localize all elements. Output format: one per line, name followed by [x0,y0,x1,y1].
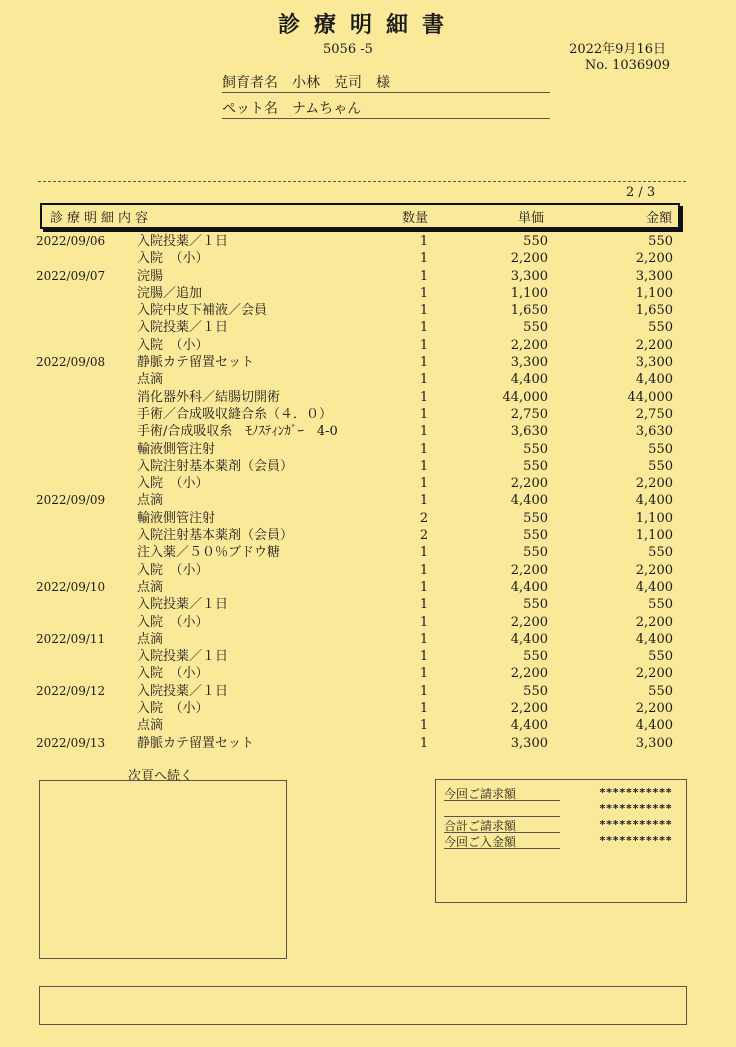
table-row [0,683,736,700]
pet-value: ナムちゃん [292,101,362,117]
row-unit-price: 2,200 [510,614,548,630]
row-quantity: 1 [419,285,429,301]
memo-box [39,780,287,959]
row-amount: 4,400 [635,372,673,388]
row-description: 輸液側管注射 [137,510,216,526]
row-amount: 550 [648,458,673,474]
row-unit-price: 2,200 [510,666,548,682]
row-date: 2022/09/08 [36,355,106,370]
owner-label: 飼育者名 [222,75,278,91]
table-row [0,735,736,752]
row-quantity: 1 [419,735,429,751]
row-quantity: 1 [419,631,429,647]
row-amount: 2,200 [635,476,673,492]
row-amount: 3,630 [635,424,673,440]
row-unit-price: 2,200 [510,701,548,717]
table-row [0,700,736,717]
total-label: 今回ご入金額 [444,833,560,849]
row-quantity: 2 [419,510,429,526]
total-label: 合計ご請求額 [444,817,560,833]
table-row [0,492,736,509]
continued-note: 次頁へ続く [128,769,194,784]
table-row [0,406,736,423]
row-quantity: 1 [419,666,429,682]
row-description: 入院注射基本薬剤（会員） [137,458,294,474]
row-unit-price: 3,300 [510,355,548,371]
total-label [444,801,560,817]
row-description: 入院 （小） [137,337,209,353]
row-amount: 1,100 [635,285,673,301]
table-row [0,544,736,561]
row-description: 点滴 [137,493,164,509]
row-description: 浣腸 [137,268,164,284]
row-amount: 550 [648,234,673,249]
row-date: 2022/09/06 [36,234,106,248]
row-description: 入院投薬／１日 [137,649,229,665]
row-description: 点滴 [137,372,164,388]
row-unit-price: 2,200 [510,251,548,267]
row-unit-price: 3,300 [510,735,548,751]
row-date: 2022/09/10 [36,579,106,594]
row-amount: 3,300 [635,355,673,371]
table-header [40,203,680,229]
table-row [0,250,736,267]
row-unit-price: 1,650 [510,303,548,319]
row-unit-price: 1,100 [510,285,548,301]
row-amount: 550 [648,441,673,457]
table-row [0,423,736,440]
table-row [0,648,736,665]
row-amount: 550 [648,683,673,699]
table-row [0,717,736,734]
table-row [0,285,736,302]
row-quantity: 1 [419,337,429,353]
pet-label: ペット名 [222,101,278,117]
row-quantity: 1 [419,441,429,457]
row-description: 入院投薬／１日 [137,597,229,613]
row-quantity: 1 [419,579,429,595]
table-row [0,441,736,458]
document-title: 診療明細書 [277,12,458,38]
row-description: 入院注射基本薬剤（会員） [137,528,294,544]
total-value: *********** [599,834,672,847]
row-quantity: 1 [419,683,429,699]
row-amount: 44,000 [627,389,673,405]
table-row [0,458,736,475]
row-description: 浣腸／追加 [137,285,203,301]
row-description: 点滴 [137,579,164,595]
owner-field [222,72,550,93]
line-items [0,233,736,752]
row-quantity: 1 [419,545,429,561]
row-quantity: 1 [419,562,429,578]
table-row [0,302,736,319]
row-quantity: 1 [419,320,429,336]
row-quantity: 1 [419,458,429,474]
header-unit-price: 単価 [518,211,545,226]
table-row [0,614,736,631]
row-quantity: 1 [419,493,429,509]
row-amount: 3,300 [635,735,673,751]
table-row [0,371,736,388]
row-description: 静脈カテ留置セット [137,735,255,751]
row-unit-price: 44,000 [502,389,548,405]
row-quantity: 1 [419,389,429,405]
row-description: 注入薬／５０％ブドウ糖 [137,545,281,561]
row-description: 入院中皮下補液／会員 [137,303,268,319]
row-unit-price: 550 [523,545,548,561]
table-row [0,319,736,336]
row-amount: 1,100 [635,510,673,526]
row-unit-price: 2,200 [510,337,548,353]
row-unit-price: 2,750 [510,406,548,422]
row-unit-price: 550 [523,320,548,336]
header-description: 診療明細内容 [50,211,153,226]
row-amount: 2,200 [635,701,673,717]
row-description: 入院 （小） [137,666,209,682]
pet-field [222,98,550,119]
total-row [440,785,682,801]
table-row [0,354,736,371]
row-date: 2022/09/09 [36,493,106,508]
row-quantity: 1 [419,234,429,249]
row-description: 入院 （小） [137,562,209,578]
table-row [0,475,736,492]
row-amount: 2,200 [635,562,673,578]
header-quantity: 数量 [402,211,429,226]
row-quantity: 1 [419,424,429,440]
row-unit-price: 4,400 [510,718,548,734]
row-quantity: 1 [419,597,429,613]
row-amount: 4,400 [635,579,673,595]
row-quantity: 1 [419,355,429,371]
row-quantity: 1 [419,251,429,267]
row-amount: 3,300 [635,268,673,284]
document-code: 5056 -5 [323,42,373,57]
row-quantity: 1 [419,303,429,319]
issue-date: 2022年9月16日 [569,42,666,57]
row-description: 入院投薬／１日 [137,683,229,699]
total-value: *********** [599,802,672,815]
row-description: 入院 （小） [137,476,209,492]
row-unit-price: 550 [523,528,548,544]
table-row [0,631,736,648]
row-unit-price: 3,300 [510,268,548,284]
table-row [0,596,736,613]
row-amount: 550 [648,320,673,336]
row-description: 輸液側管注射 [137,441,216,457]
row-amount: 2,200 [635,251,673,267]
row-amount: 2,200 [635,666,673,682]
row-amount: 4,400 [635,493,673,509]
row-description: 入院 （小） [137,251,209,267]
row-amount: 550 [648,649,673,665]
table-row [0,579,736,596]
row-description: 入院投薬／１日 [137,320,229,336]
row-unit-price: 550 [523,597,548,613]
row-date: 2022/09/07 [36,268,106,283]
row-unit-price: 550 [523,441,548,457]
document-number: No. 1036909 [584,58,670,73]
row-description: 消化器外科／結腸切開術 [137,389,281,405]
row-date: 2022/09/13 [36,735,106,750]
row-amount: 4,400 [635,631,673,647]
row-quantity: 1 [419,406,429,422]
row-amount: 550 [648,597,673,613]
row-unit-price: 3,630 [510,424,548,440]
row-description: 入院投薬／１日 [137,234,229,249]
table-row [0,510,736,527]
total-value: *********** [599,786,672,799]
row-quantity: 1 [419,476,429,492]
row-amount: 2,200 [635,337,673,353]
row-description: 手術/合成吸収糸 ﾓﾉｽﾃｨﾝｶﾞｰ 4-0 [137,424,338,440]
table-row [0,562,736,579]
row-description: 点滴 [137,718,164,734]
row-quantity: 1 [419,701,429,717]
owner-value: 小林 克司 様 [292,75,390,91]
bottom-box [39,986,687,1025]
row-unit-price: 550 [523,683,548,699]
row-unit-price: 4,400 [510,372,548,388]
row-amount: 550 [648,545,673,561]
row-description: 入院 （小） [137,614,209,630]
row-quantity: 1 [419,372,429,388]
total-row [440,801,682,817]
table-row [0,389,736,406]
row-description: 入院 （小） [137,701,209,717]
row-unit-price: 2,200 [510,476,548,492]
row-amount: 2,750 [635,406,673,422]
total-label: 今回ご請求額 [444,785,560,801]
table-row [0,337,736,354]
total-value: *********** [599,818,672,831]
row-unit-price: 4,400 [510,631,548,647]
row-quantity: 1 [419,614,429,630]
totals-box [435,779,687,903]
row-unit-price: 4,400 [510,579,548,595]
total-row [440,817,682,833]
divider-line [38,181,686,182]
row-unit-price: 4,400 [510,493,548,509]
page-number: 2 / 3 [626,185,656,200]
row-date: 2022/09/12 [36,683,106,698]
table-row [0,527,736,544]
table-row [0,268,736,285]
row-quantity: 1 [419,649,429,665]
header-amount: 金額 [645,211,672,226]
row-quantity: 1 [419,718,429,734]
row-unit-price: 2,200 [510,562,548,578]
row-unit-price: 550 [523,649,548,665]
table-row [0,233,736,250]
table-row [0,665,736,682]
total-row [440,833,682,849]
row-unit-price: 550 [523,510,548,526]
row-unit-price: 550 [523,458,548,474]
row-unit-price: 550 [523,234,548,249]
row-amount: 4,400 [635,718,673,734]
row-date: 2022/09/11 [36,631,106,646]
row-description: 点滴 [137,631,164,647]
row-description: 静脈カテ留置セット [137,355,255,371]
row-quantity: 1 [419,268,429,284]
row-quantity: 2 [419,528,429,544]
row-amount: 1,650 [635,303,673,319]
row-amount: 2,200 [635,614,673,630]
row-amount: 1,100 [635,528,673,544]
row-description: 手術／合成吸収縫合糸（４．０） [137,406,333,422]
